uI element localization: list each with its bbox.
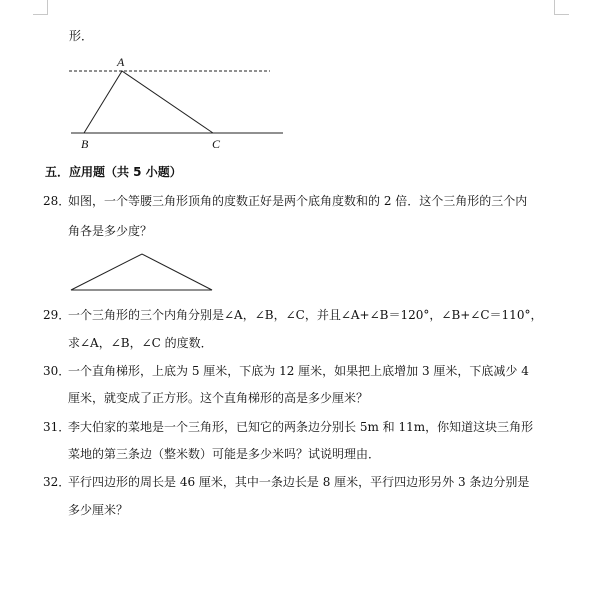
question-line: 角各是多少度？ bbox=[68, 224, 153, 238]
question-30 bbox=[43, 362, 563, 405]
question-line: 如图，一个等腰三角形顶角的度数正好是两个底角度数和的 2 倍．这个三角形的三个内 bbox=[68, 194, 528, 208]
question-line: 一个三角形的三个内角分别是∠A，∠B，∠C，并且∠A+∠B＝120°，∠B+∠C＝110°， bbox=[68, 308, 543, 322]
page-corner-mark-left-h bbox=[33, 14, 48, 15]
question-number: 31． bbox=[43, 420, 71, 434]
question-line: 求∠A，∠B，∠C 的度数． bbox=[68, 336, 213, 350]
question-31 bbox=[43, 418, 563, 461]
question-line: 厘米，就变成了正方形。这个直角梯形的高是多少厘米？ bbox=[68, 391, 369, 405]
question-line: 一个直角梯形，上底为 5 厘米，下底为 12 厘米，如果把上底增加 3 厘米，下底减少 4 bbox=[68, 364, 529, 378]
question-line: 菜地的第三条边（整米数）可能是多少米吗？试说明理由． bbox=[68, 447, 381, 461]
question-number: 30． bbox=[43, 364, 71, 378]
page-corner-mark-right-v bbox=[554, 0, 555, 14]
page-corner-mark-left-v bbox=[47, 0, 48, 14]
top-fragment: 形． bbox=[69, 29, 94, 43]
question-line: 多少厘米？ bbox=[68, 503, 129, 517]
triangle-figure-parallel-lines bbox=[0, 50, 609, 210]
page-corner-mark-right-h bbox=[554, 14, 569, 15]
question-29 bbox=[43, 306, 563, 350]
label-b: B bbox=[81, 137, 89, 151]
question-32 bbox=[43, 473, 563, 517]
label-a: A bbox=[117, 55, 125, 69]
isosceles-triangle bbox=[71, 254, 212, 290]
section-title: 五．应用题（共 5 小题） bbox=[45, 165, 182, 179]
question-28 bbox=[43, 192, 563, 238]
question-number: 29． bbox=[43, 308, 71, 322]
question-line: 李大伯家的菜地是一个三角形，已知它的两条边分别长 5m 和 11m，你知道这块三角形 bbox=[68, 420, 534, 434]
question-line: 平行四边形的周长是 46 厘米，其中一条边长是 8 厘米，平行四边形另外 3 条边分别是 bbox=[68, 475, 530, 489]
question-number: 28． bbox=[43, 194, 71, 208]
label-c: C bbox=[212, 137, 221, 151]
triangle-abc bbox=[84, 71, 213, 133]
question-number: 32． bbox=[43, 475, 71, 489]
isosceles-triangle-figure bbox=[0, 250, 609, 300]
